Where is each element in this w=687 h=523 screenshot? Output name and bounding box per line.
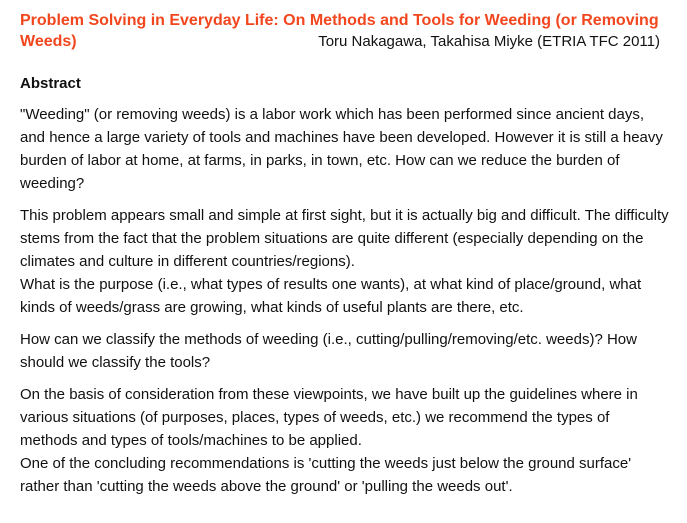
abstract-heading: Abstract (20, 75, 81, 92)
abstract-paragraph-4: How can we classify the methods of weeding (i.e., cutting/pulling/removing/etc. weeds)? How should we classify the tools? (20, 331, 637, 371)
document-authors: Toru Nakagawa, Takahisa Miyke (ETRIA TFC 2011) (318, 33, 660, 50)
abstract-paragraph-1: "Weeding" (or removing weeds) is a labor work which has been performed since ancient days, and hence a large variety of tools and machines have been developed. However it is still a heavy burden of labor at home, at farms, in parks, in town, etc. How can we reduce the burden of weeding? (20, 106, 663, 192)
abstract-paragraph-6: One of the concluding recommendations is 'cutting the weeds just below the ground surface' rather than 'cutting the weeds above the ground' or 'pulling the weeds out'. (20, 455, 632, 495)
document-page (20, 10, 670, 498)
title-block (20, 10, 670, 52)
abstract-paragraph-5: On the basis of consideration from these viewpoints, we have built up the guidelines where in various situations (of purposes, places, types of weeds, etc.) we recommend the types of methods and types of tools/machines to be applied. (20, 386, 638, 449)
abstract-paragraph-3: What is the purpose (i.e., what types of results one wants), at what kind of place/ground, what kinds of weeds/grass are growing, what kinds of useful plants are there, etc. (20, 276, 642, 316)
document-title: Problem Solving in Everyday Life: On Methods and Tools for Weeding (or Removing Weeds) (20, 12, 659, 50)
abstract-paragraph-2: This problem appears small and simple at first sight, but it is actually big and difficult. The difficulty stems from the fact that the problem situations are quite different (especially depending on the climates and culture in different countries/regions). (20, 207, 669, 270)
